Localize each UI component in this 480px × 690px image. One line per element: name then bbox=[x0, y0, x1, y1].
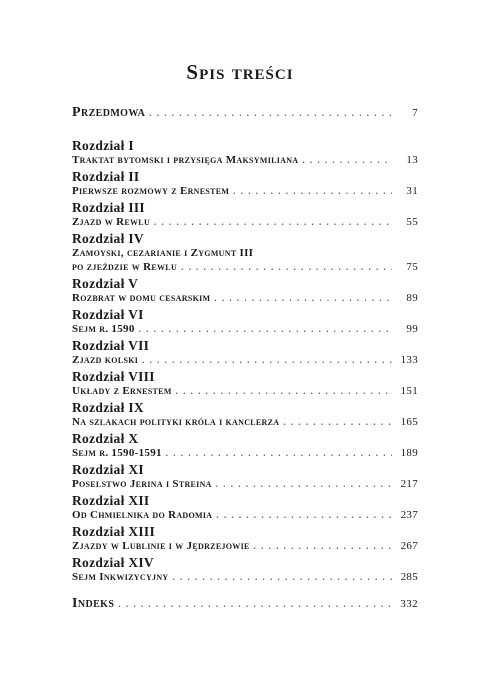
chapter-page-number: 165 bbox=[400, 416, 418, 428]
chapter-title: Układy z Ernestem bbox=[72, 385, 172, 397]
dot-leader bbox=[216, 477, 392, 491]
chapter-title-line bbox=[72, 260, 418, 274]
chapter-heading: Rozdział XIII bbox=[72, 524, 156, 539]
chapter-heading: Rozdział II bbox=[72, 169, 140, 184]
dot-leader bbox=[118, 599, 392, 609]
toc-entry-chapter bbox=[72, 307, 418, 336]
chapter-title: Zjazdy w Lublinie i w Jędrzejowie bbox=[72, 540, 250, 552]
dot-leader bbox=[216, 508, 392, 522]
chapter-title: Poselstwo Jerina i Streina bbox=[72, 478, 212, 490]
chapter-page-number: 189 bbox=[400, 447, 418, 459]
toc-entry-chapter bbox=[72, 431, 418, 460]
toc-page-index: 332 bbox=[400, 598, 418, 610]
toc-label-index: Indeks bbox=[72, 596, 115, 611]
chapter-title: Rozbrat w domu cesarskim bbox=[72, 292, 211, 304]
chapter-title-line bbox=[72, 508, 418, 522]
dot-leader bbox=[176, 384, 392, 398]
chapter-title-line bbox=[72, 215, 418, 229]
chapter-page-number: 151 bbox=[400, 385, 418, 397]
chapter-title: Sejm Inkwizycyjny bbox=[72, 571, 169, 583]
chapter-title: Zamoyski, cezarianie i Zygmunt III bbox=[72, 247, 254, 259]
chapter-heading: Rozdział X bbox=[72, 431, 139, 446]
dot-leader bbox=[166, 446, 392, 460]
toc-entry-chapter bbox=[72, 462, 418, 491]
chapter-title-line bbox=[72, 184, 418, 198]
dot-leader bbox=[154, 215, 392, 229]
toc-entry-chapter bbox=[72, 338, 418, 367]
chapter-title: Sejm r. 1590 bbox=[72, 323, 135, 335]
chapter-page-number: 285 bbox=[400, 571, 418, 583]
chapter-heading: Rozdział I bbox=[72, 138, 134, 153]
chapter-heading: Rozdział V bbox=[72, 276, 139, 291]
dot-leader bbox=[172, 570, 392, 584]
toc-entry-chapter bbox=[72, 369, 418, 398]
toc-entry-chapter bbox=[72, 276, 418, 305]
chapter-page-number: 99 bbox=[406, 323, 418, 335]
chapter-page-number: 31 bbox=[406, 185, 418, 197]
chapter-title-line bbox=[72, 322, 418, 336]
dot-leader bbox=[214, 291, 392, 305]
toc-entry-chapter bbox=[72, 231, 418, 274]
toc-entry-chapter bbox=[72, 200, 418, 229]
chapter-title: Zjazd w Rewlu bbox=[72, 216, 151, 228]
chapter-title: Zjazd kolski bbox=[72, 354, 139, 366]
toc-entry-preface bbox=[72, 105, 418, 121]
chapter-title-line bbox=[72, 153, 418, 167]
chapter-heading: Rozdział IX bbox=[72, 400, 144, 415]
toc-label-preface: Przedmowa bbox=[72, 105, 146, 120]
chapter-page-number: 237 bbox=[400, 509, 418, 521]
chapter-heading: Rozdział XI bbox=[72, 462, 144, 477]
chapter-page-number: 89 bbox=[406, 292, 418, 304]
chapter-title-line bbox=[72, 246, 418, 260]
chapter-title: po zjeździe w Rewlu bbox=[72, 261, 178, 273]
chapter-title: Od Chmielnika do Radomia bbox=[72, 509, 213, 521]
chapter-heading: Rozdział VII bbox=[72, 338, 150, 353]
chapter-heading: Rozdział IV bbox=[72, 231, 144, 246]
chapter-heading: Rozdział XIV bbox=[72, 555, 154, 570]
toc-entry-index bbox=[72, 596, 418, 612]
chapter-title: Sejm r. 1590-1591 bbox=[72, 447, 162, 459]
chapter-page-number: 133 bbox=[400, 354, 418, 366]
dot-leader bbox=[302, 153, 392, 167]
chapter-heading: Rozdział VI bbox=[72, 307, 144, 322]
chapter-heading: Rozdział XII bbox=[72, 493, 150, 508]
chapter-page-number: 267 bbox=[400, 540, 418, 552]
chapter-page-number: 55 bbox=[406, 216, 418, 228]
toc-entry-chapter bbox=[72, 524, 418, 553]
chapter-title: Na szlakach polityki króla i kanclerza bbox=[72, 416, 280, 428]
chapter-heading: Rozdział III bbox=[72, 200, 145, 215]
dot-leader bbox=[181, 260, 392, 274]
page-title: Spis treści bbox=[186, 60, 294, 84]
chapter-title-line bbox=[72, 477, 418, 491]
chapter-title-line bbox=[72, 384, 418, 398]
toc-page-preface: 7 bbox=[412, 107, 418, 119]
chapter-title-line bbox=[72, 446, 418, 460]
dot-leader bbox=[283, 415, 392, 429]
chapter-title: Traktat bytomski i przysięga Maksymiliana bbox=[72, 154, 299, 166]
dot-leader bbox=[139, 322, 392, 336]
chapter-page-number: 13 bbox=[406, 154, 418, 166]
toc-entry-chapter bbox=[72, 400, 418, 429]
toc-entry-chapter bbox=[72, 169, 418, 198]
chapter-title: Pierwsze rozmowy z Ernestem bbox=[72, 185, 230, 197]
chapter-title-line bbox=[72, 353, 418, 367]
chapter-title-line bbox=[72, 291, 418, 305]
dot-leader bbox=[142, 353, 392, 367]
dot-leader bbox=[149, 108, 392, 118]
chapter-page-number: 217 bbox=[400, 478, 418, 490]
dot-leader bbox=[254, 539, 392, 553]
toc-entry-chapter bbox=[72, 138, 418, 167]
chapter-list bbox=[72, 138, 418, 584]
chapter-title-line bbox=[72, 570, 418, 584]
table-of-contents bbox=[72, 105, 418, 612]
chapter-title-line bbox=[72, 415, 418, 429]
toc-entry-chapter bbox=[72, 555, 418, 584]
chapter-title-line bbox=[72, 539, 418, 553]
toc-entry-chapter bbox=[72, 493, 418, 522]
chapter-page-number: 75 bbox=[406, 261, 418, 273]
dot-leader bbox=[233, 184, 392, 198]
chapter-heading: Rozdział VIII bbox=[72, 369, 155, 384]
